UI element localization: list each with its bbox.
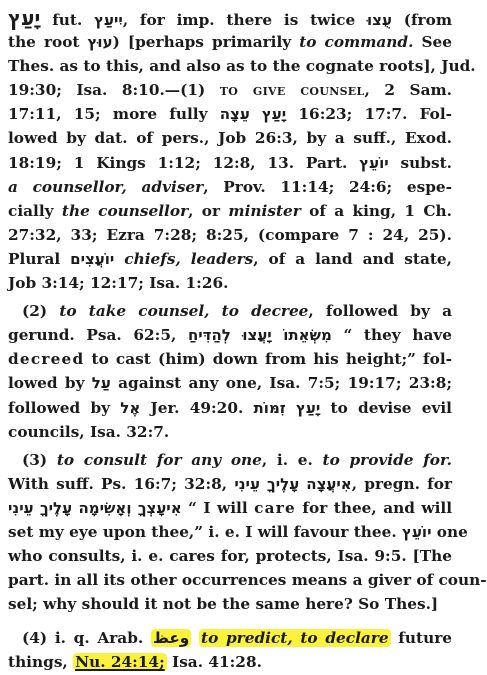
text-segment: lowed by [8, 374, 92, 393]
text-segment: , or [188, 201, 229, 220]
text-segment: to cast (him) down from his height;” fol- [84, 350, 452, 369]
entry-line [8, 592, 452, 616]
entry-line [8, 199, 452, 223]
text-segment: set my eye upon thee,” i. e. I will favour thee. [8, 522, 403, 541]
text-segment [191, 629, 199, 647]
entry-line [8, 496, 452, 520]
text-segment: things, [8, 653, 74, 672]
entry-line [8, 371, 452, 395]
entry-line [8, 520, 468, 544]
text-segment: minister [228, 201, 301, 220]
text-segment: 17:11, 15; more fully [8, 105, 220, 124]
text-segment: care [254, 498, 296, 517]
entry-line [8, 544, 452, 568]
text-segment: who consults, i. e. cares for, protects, Isa. 9:5. [The [8, 547, 452, 566]
hebrew-word: יִיעַץ [94, 11, 123, 29]
entry-line [8, 151, 452, 175]
hebrew-word: עֻצוּ [367, 11, 392, 29]
text-segment: future [390, 629, 452, 648]
arabic-word: وعظ [152, 629, 190, 648]
entry-text [8, 6, 487, 675]
text-segment: , pregn. for [351, 474, 453, 493]
entry-line [8, 568, 487, 592]
text-segment: subst. [388, 153, 452, 172]
hebrew-word: יוֹעֵץ [359, 153, 389, 172]
text-segment: councils, Isa. 32:7. [8, 422, 170, 441]
lexicon-entry [8, 6, 487, 675]
entry-line [8, 175, 452, 199]
hebrew-word: יוֹעֵץ [402, 522, 432, 541]
text-segment: (from [391, 11, 452, 29]
entry-line [8, 223, 452, 247]
text-segment: chiefs, leaders [124, 249, 254, 268]
hebrew-word: יָעַץ זִמּוֹת [253, 398, 321, 417]
hebrew-word: יָעַץ [8, 6, 41, 30]
text-segment: ) [perhaps primarily [112, 33, 300, 52]
text-segment: lowed by dat. of pers., Job 26:3, by a suff., Exod. [8, 129, 452, 148]
hebrew-word: אִיעֲצָה עָלֶיךָ עֵינִי [234, 474, 352, 493]
highlighted-text: to predict, to declare [201, 629, 389, 648]
text-segment: one [431, 522, 468, 541]
text-segment: against any one, Isa. 7:5; 19:17; 23:8; [110, 374, 452, 393]
text-segment: gerund. Psa. 62:5, [8, 326, 188, 345]
text-segment: the root [8, 33, 88, 52]
highlighted-text: Nu. 24:14; [75, 653, 165, 672]
text-segment: “ they have [331, 326, 452, 345]
text-segment: , followed by a [308, 302, 452, 321]
entry-line [8, 6, 452, 30]
text-segment: “ I will [181, 498, 255, 517]
text-segment: cially [8, 201, 62, 220]
text-segment: Jer. 49:20. [140, 398, 254, 417]
entry-line [8, 448, 452, 472]
entry-line [8, 472, 452, 496]
hebrew-word: אִיעָצְךָ וְאָשִׂימָה עָלֶיךָ עֵינִי [8, 498, 182, 517]
entry-line [8, 626, 452, 650]
entry-line [8, 323, 452, 347]
entry-line [8, 54, 476, 78]
text-segment: to command. [299, 33, 414, 52]
hebrew-word: עַל [91, 374, 111, 393]
text-segment: the counsellor [61, 201, 189, 220]
entry-line [8, 78, 452, 102]
text-segment: of a king, 1 Ch. [300, 201, 452, 220]
entry-line [8, 30, 452, 54]
entry-line [8, 247, 452, 271]
entry-line [8, 396, 452, 420]
text-segment: to give counsel [219, 81, 365, 100]
entry-line [8, 126, 452, 150]
entry-line [8, 420, 452, 444]
text-segment: (2) [22, 302, 60, 321]
entry-line [8, 102, 452, 126]
text-segment: 27:32, 33; Ezra 7:28; 8:25, (compare 7 : 24, 25). [8, 225, 452, 244]
text-segment: See [413, 33, 452, 52]
text-segment: fut. [40, 11, 95, 29]
text-segment: , for imp. there is twice [122, 11, 368, 29]
text-segment: 19:30; Isa. 8:10.—(1) [8, 81, 220, 100]
text-segment: Isa. 41:28. [166, 653, 262, 672]
text-segment: a counsellor, adviser [8, 177, 204, 196]
text-segment: to provide for. [322, 450, 452, 469]
text-segment: Thes. as to this, and also as to the cognate roots], Jud. [8, 57, 476, 76]
text-segment: decreed [8, 350, 85, 369]
text-segment: Job 3:14; 12:17; Isa. 1:26. [8, 274, 229, 293]
text-segment: (3) [22, 450, 57, 469]
text-segment: , 2 Sam. [364, 81, 452, 100]
text-segment: (4) i. q. Arab. [22, 629, 151, 648]
hebrew-word: יוֹעֲצִים [70, 249, 115, 268]
text-segment: to devise evil [320, 398, 452, 417]
text-segment: for thee, and will [295, 498, 453, 517]
entry-line [8, 299, 452, 323]
text-segment: , i. e. [261, 450, 323, 469]
text-segment: , of a land and state, [253, 249, 452, 268]
text-segment: sel; why should it not be the same here? So Thes.] [8, 595, 439, 614]
text-segment [114, 250, 124, 268]
text-segment: 18:19; 1 Kings 1:12; 12:8, 13. Part. [8, 153, 360, 172]
hebrew-word: מִשְּׂאֵתוֹ יָעֲצוּ לְהַדִּיחַ [187, 326, 332, 345]
text-segment: With suff. Ps. 16:7; 32:8, [8, 474, 235, 493]
text-segment: to take counsel, to decree [59, 302, 309, 321]
entry-line [8, 650, 452, 674]
entry-line [8, 271, 452, 295]
text-segment: , Prov. 11:14; 24:6; espe- [203, 177, 453, 196]
text-segment: Plural [8, 249, 71, 268]
hebrew-word: אֶל [120, 398, 141, 417]
text-segment: part. in all its other occurrences means a giver of coun- [8, 571, 487, 590]
hebrew-word: יָעַץ עֵצָה [219, 105, 287, 124]
text-segment: 16:23; 17:7. Fol- [286, 105, 452, 124]
text-segment: to consult for any one [56, 450, 262, 469]
text-segment: followed by [8, 398, 121, 417]
entry-line [8, 347, 452, 371]
hebrew-word: עוּץ [87, 33, 113, 52]
